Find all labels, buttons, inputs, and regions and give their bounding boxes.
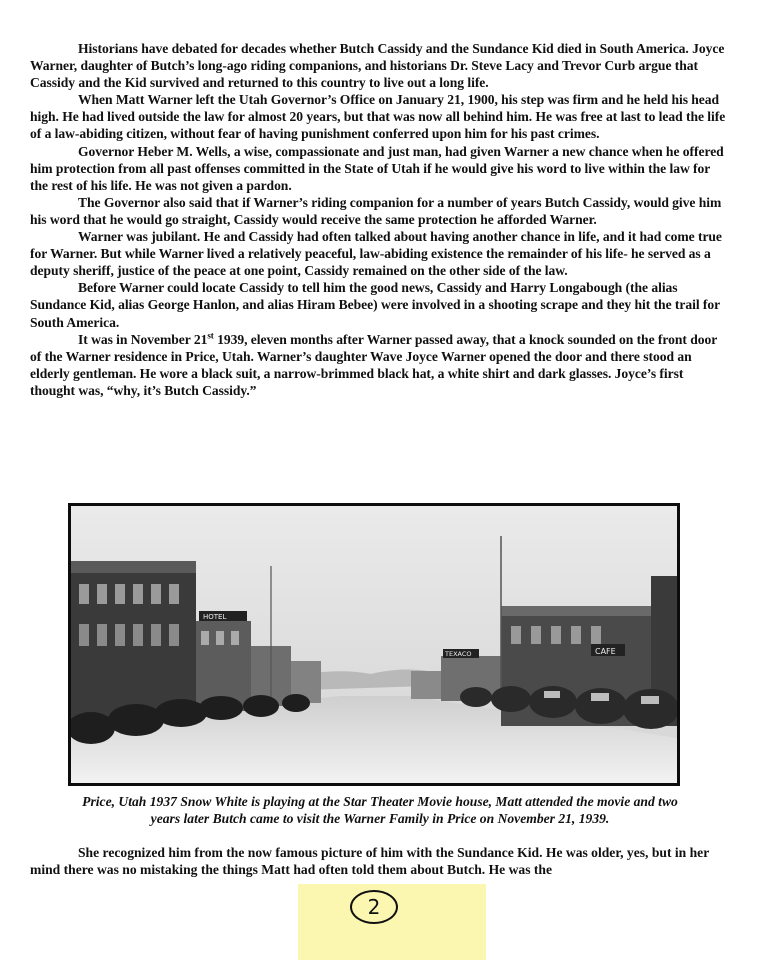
paragraph-governor-office: When Matt Warner left the Utah Governor’s Office on January 21, 1900, his step was firm and he held his head high. He had lived outside the law for almost 20 years, but that was now all behind him. He was free at last to lead the life of a law-abiding citizen, without fear of having punishment conferred upon him for his past crimes. — [30, 92, 726, 142]
paragraph-november-visit — [30, 331, 730, 399]
paragraph-south-america: Before Warner could locate Cassidy to tell him the good news, Cassidy and Harry Longabough (the alias Sundance Kid, alias George Hanlon, and alias Hiram Bebee) were involved in a shooting scrape and they hit the trail for South America. — [30, 280, 720, 330]
page-number: 2 — [350, 890, 398, 924]
paragraph-governor-promise: The Governor also said that if Warner’s riding companion for a number of years Butch Cassidy, would give him his word that he would go straight, Cassidy would receive the same protection he afforded Warner. — [30, 194, 722, 227]
cafe-sign: CAFE — [595, 647, 616, 656]
caption-line-2: years later Butch came to visit the Warner Family in Price on November 21, 1939. — [150, 811, 610, 826]
historic-photo-frame — [68, 503, 680, 786]
sticky-note — [298, 884, 486, 960]
article-continuation — [30, 844, 730, 878]
caption-line-1: Price, Utah 1937 Snow White is playing at the Star Theater Movie house, Matt attended the movie and two — [82, 794, 678, 809]
hotel-sign: HOTEL — [203, 613, 227, 621]
paragraph-warner-jubilant: Warner was jubilant. He and Cassidy had often talked about having another chance in life, and it had come true for Warner. But while Warner lived a relatively peaceful, law-abiding existence the remainder of his life- he served as a deputy sheriff, justice of the peace at one point, Cassidy remained on the other side of the law. — [30, 229, 722, 279]
paragraph-governor-wells: Governor Heber M. Wells, a wise, compassionate and just man, had given Warner a new chance when he offered him protection from all past offenses committed in the State of Utah if he would give his word to live within the law for the rest of his life. He was not given a pardon. — [30, 143, 724, 193]
texaco-sign: TEXACO — [445, 650, 472, 658]
paragraph-recognized: She recognized him from the now famous picture of him with the Sundance Kid. He was older, yes, but in her mind there was no mistaking the things Matt had often told them about Butch. He was the — [30, 845, 710, 878]
price-utah-street-photo — [71, 506, 677, 783]
november-text-start: It was in November 21 — [78, 331, 208, 347]
photo-caption — [20, 793, 740, 827]
ordinal-suffix: st — [207, 330, 214, 341]
november-text-rest: 1939, eleven months after Warner passed away, that a knock sounded on the front door of the Warner residence in Price, Utah. Warner’s daughter Wave Joyce Warner opened the door and there stood an elderly gentleman. He wore a black suit, a narrow-brimmed black hat, a white shirt and dark glasses. Joyce’s first thought was, “why, it’s Butch Cassidy.” — [30, 331, 717, 398]
article-body — [30, 40, 730, 399]
paragraph-intro: Historians have debated for decades whether Butch Cassidy and the Sundance Kid died in South America. Joyce Warner, daughter of Butch’s long-ago riding companions, and historians Dr. Steve Lacy and Trevor Curb argue that Cassidy and the Kid survived and returned to this country to live out a long life. — [30, 41, 725, 91]
